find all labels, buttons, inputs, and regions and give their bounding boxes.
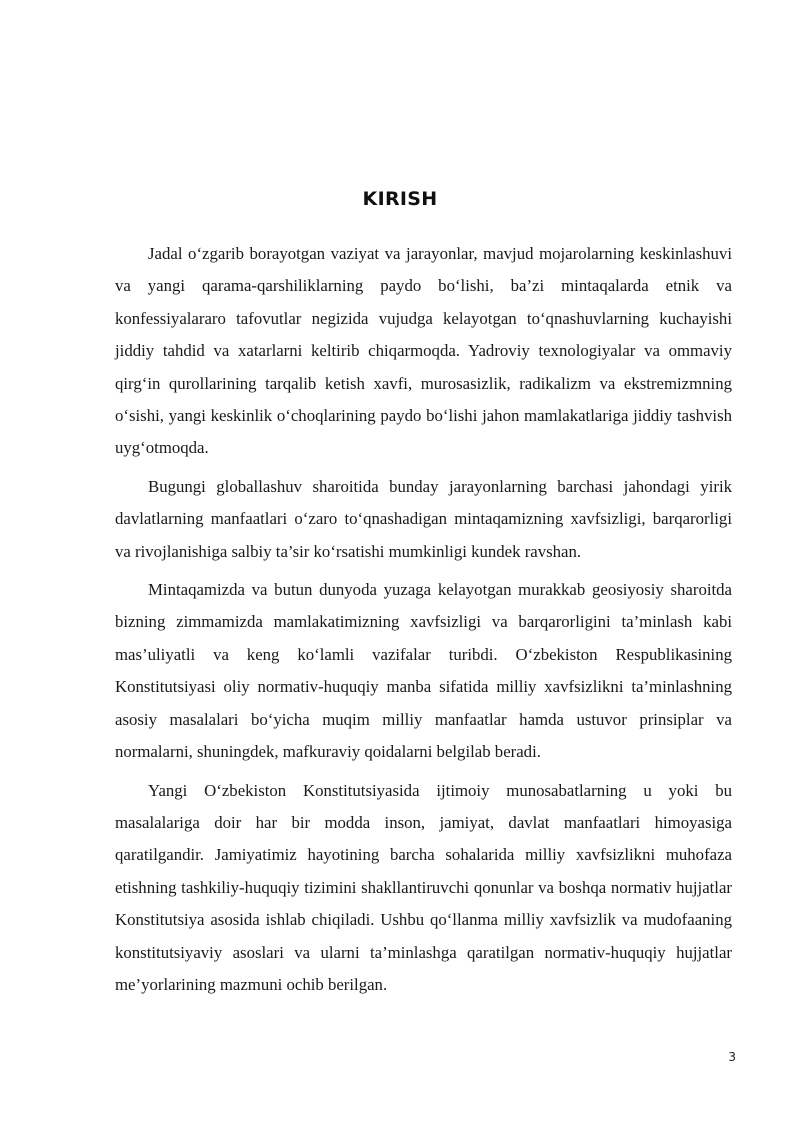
paragraph-3: Mintaqamizda va butun dunyoda yuzaga kelayotgan murakkab geosiyosiy sharoitda bizning zimmamizda mamlakatimizning xavfsizligi va barqarorligini ta’minlash kabi mas’uliyatli va keng ko‘lamli vazifalar turibdi. O‘zbekiston Respublikasining Konstitutsiyasi oliy normativ-huquqiy manba sifatida milliy xavfsizlikni ta’minlashning asosiy masalalari bo‘yicha muqim milliy manfaatlar hamda ustuvor prinsiplar va normalarni, shuningdek, mafkuraviy qoidalarni belgilab beradi. (115, 580, 732, 762)
section-heading: KIRISH (362, 188, 438, 210)
body-text (115, 238, 732, 1007)
paragraph-2: Bugungi globallashuv sharoitida bunday jarayonlarning barchasi jahondagi yirik davlatlarning manfaatlari o‘zaro to‘qnashadigan mintaqamizning xavfsizligi, barqarorligi va rivojlanishiga salbiy ta’sir ko‘rsatishi mumkinligi kundek ravshan. (115, 476, 732, 561)
page-number: 3 (728, 1050, 736, 1064)
paragraph-1: Jadal o‘zgarib borayotgan vaziyat va jarayonlar, mavjud mojarolarning keskinlashuvi va yangi qarama-qarshiliklarning paydo bo‘lishi, ba’zi mintaqalarda etnik va konfessiyalararo tafovutlar negizida vujudga kelayotgan to‘qnashuvlarning kuchayishi jiddiy tahdid va xatarlarni keltirib chiqarmoqda. Yadroviy texnologiyalar va ommaviy qirg‘in qurollarining tarqalib ketish xavfi, murosasizlik, radikalizm va ekstremizmning o‘sishi, yangi keskinlik o‘choqlarining paydo bo‘lishi jahon mamlakatlariga jiddiy tashvish uyg‘otmoqda. (115, 244, 732, 458)
paragraph-4: Yangi O‘zbekiston Konstitutsiyasida ijtimoiy munosabatlarning u yoki bu masalalariga doir har bir modda inson, jamiyat, davlat manfaatlari himoyasiga qaratilgandir. Jamiyatimiz hayotining barcha sohalarida milliy xavfsizlikni muhofaza etishning tashkiliy-huquqiy tizimini shakllantiruvchi qonunlar va boshqa normativ hujjatlar Konstitutsiya asosida ishlab chiqiladi. Ushbu qo‘llanma milliy xavfsizlik va mudofaaning konstitutsiyaviy asoslari va ularni ta’minlashga qaratilgan normativ-huquqiy hujjatlar me’yorlarining mazmuni ochib berilgan. (115, 780, 732, 994)
